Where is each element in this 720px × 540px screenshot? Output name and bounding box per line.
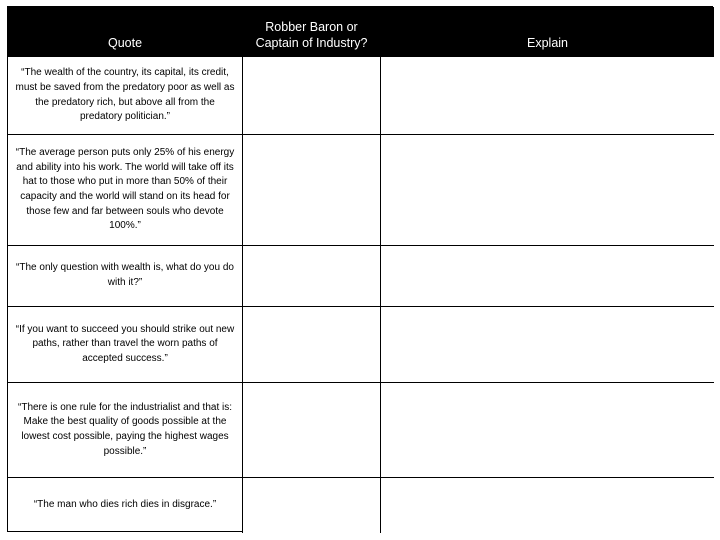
quote-cell-3 bbox=[8, 245, 243, 306]
quote-text-2: “The average person puts only 25% of his energy and ability into his work. The world will take off its hat to those who put in more than 50% of their capacity and the world will stand on its head for those few and far between souls who devote 100%.” bbox=[15, 147, 235, 232]
answer-cell-1[interactable] bbox=[243, 56, 381, 134]
quote-text-1: “The wealth of the country, its capital, its credit, must be saved from the predatory poor as well as the predatory rich, but above all from the predatory politician.” bbox=[15, 67, 235, 123]
quote-text-5: “There is one rule for the industrialist and that is: Make the best quality of goods possible at the lowest cost possible, paying the highest wages possible.” bbox=[18, 401, 232, 457]
header-quote-label: Quote bbox=[107, 36, 143, 50]
quote-cell-2 bbox=[8, 134, 243, 245]
explain-cell-4[interactable] bbox=[381, 306, 714, 382]
answer-cell-5[interactable] bbox=[243, 382, 381, 477]
worksheet-table bbox=[7, 6, 713, 532]
quote-text-6: “The man who dies rich dies in disgrace.” bbox=[33, 499, 217, 511]
quote-text-4: “If you want to succeed you should strike out new paths, rather than travel the worn paths of accepted success.” bbox=[15, 323, 235, 364]
header-quote bbox=[8, 7, 243, 56]
explain-cell-6[interactable] bbox=[381, 477, 714, 533]
quote-text-3: “The only question with wealth is, what do you do with it?” bbox=[16, 262, 234, 288]
answer-cell-2[interactable] bbox=[243, 134, 381, 245]
explain-cell-1[interactable] bbox=[381, 56, 714, 134]
header-robber-baron-line1: Robber Baron or bbox=[265, 20, 358, 34]
header-robber-baron-or-captain bbox=[243, 7, 381, 56]
quote-cell-6 bbox=[8, 477, 243, 533]
quote-cell-5 bbox=[8, 382, 243, 477]
quote-cell-4 bbox=[8, 306, 243, 382]
answer-cell-3[interactable] bbox=[243, 245, 381, 306]
header-explain-label: Explain bbox=[527, 36, 568, 50]
header-explain bbox=[381, 7, 714, 56]
explain-cell-3[interactable] bbox=[381, 245, 714, 306]
quote-cell-1 bbox=[8, 56, 243, 134]
answer-cell-4[interactable] bbox=[243, 306, 381, 382]
answer-cell-6[interactable] bbox=[243, 477, 381, 533]
explain-cell-2[interactable] bbox=[381, 134, 714, 245]
explain-cell-5[interactable] bbox=[381, 382, 714, 477]
header-robber-baron-line2: Captain of Industry? bbox=[255, 36, 368, 50]
